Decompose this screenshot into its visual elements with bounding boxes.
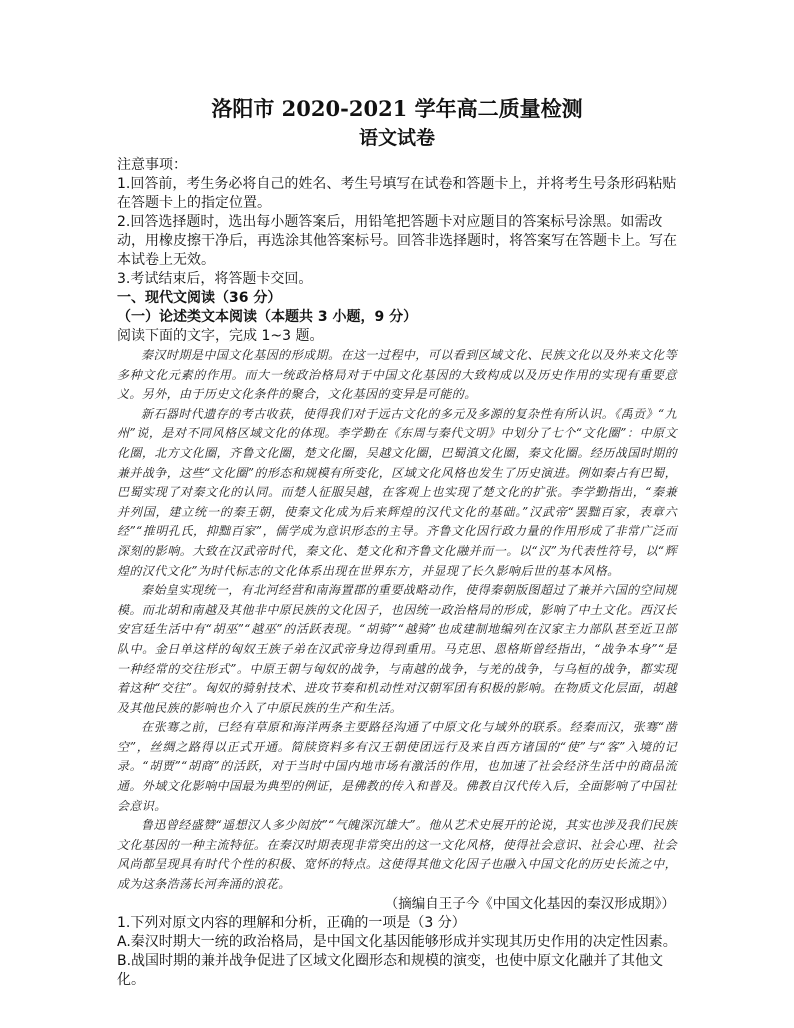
notice-block <box>117 156 677 289</box>
notice-item-2: 2.回答选择题时，选出每小题答案后，用铅笔把答题卡对应题目的答案标号涂黑。如需改动，用橡皮擦干净后，再选涂其他答案标号。回答非选择题时，将答案写在答题卡上。写在本试卷上无效。 <box>117 214 677 268</box>
passage-source: （摘编自王子今《中国文化基因的秦汉形成期》） <box>384 895 675 912</box>
exam-subtitle: 语文试卷 <box>358 127 435 149</box>
section-subheading: （一）论述类文本阅读（本题共 3 小题，9 分） <box>117 309 418 325</box>
passage-paragraph: 秦汉时期是中国文化基因的形成期。在这一过程中，可以看到区域文化、民族文化以及外来文化等多种文化元素的作用。而大一统政治格局对于中国文化基因的大致构成以及历史作用的实现有重要意义。另外，由于历史文化条件的聚合，文化基因的变异是可能的。 <box>117 348 677 402</box>
exam-title: 洛阳市 2020-2021 学年高二质量检测 <box>211 96 583 121</box>
passage-paragraph: 秦始皇实现统一，有北河经营和南海置郡的重要战略动作，使得秦朝版图超过了兼并六国的空间规模。而北胡和南越及其他非中原民族的文化因子，也因统一政治格局的形成，影响了中土文化。西汉长安宫廷生活中有“胡巫”“越巫”的活跃表现。“胡骑”“越骑”也成建制地编列在汉家主力部队甚至近卫部队中。金日单这样的匈奴王族子弟在汉武帝身边得到重用。马克思、恩格斯曾经指出，“战争本身”“是一种经常的交往形式”。中原王朝与匈奴的战争，与南越的战争，与羌的战争，与乌桓的战争，都实现着这种“交往”。匈奴的骑射技术、进攻节奏和机动性对汉朝军团有积极的影响。在物质文化层面，胡越及其他民族的影响也介入了中原民族的生产和生活。 <box>117 583 677 715</box>
question-option-b: B.战国时期的兼并战争促进了区域文化圈形态和规模的演变，也使中原文化融并了其他文化。 <box>117 952 664 988</box>
passage-paragraph: 新石器时代遗存的考古收获，使得我们对于远古文化的多元及多源的复杂性有所认识。《禹贡》“九州”说，是对不同风格区域文化的体现。李学勤在《东周与秦代文明》中划分了七个“文化圈”：中原文化圈，北方文化圈，齐鲁文化圈，楚文化圈，吴越文化圈，巴蜀滇文化圈，秦文化圈。经历战国时期的兼并战争，这些“文化圈”的形态和规模有所变化，区域文化风格也发生了历史演进。例如秦占有巴蜀，巴蜀实现了对秦文化的认同。而楚人征服吴越，在客观上也实现了楚文化的扩张。李学勤指出，“秦兼并列国，建立统一的秦王朝，使秦文化成为后来辉煌的汉代文化的基础。”汉武帝“罢黜百家，表章六经”“推明孔氏，抑黜百家”，儒学成为意识形态的主导。齐鲁文化因行政力量的作用形成了非常广泛而深刻的影响。大致在汉武帝时代，秦文化、楚文化和齐鲁文化融并而一。以“汉”为代表性符号，以“辉煌的汉代文化”为时代标志的文化体系出现在世界东方，并显现了长久影响后世的基本风格。 <box>117 406 677 578</box>
notice-item-1: 1.回答前，考生务必将自己的姓名、考生号填写在试卷和答题卡上，并将考生号条形码粘贴在答题卡上的指定位置。 <box>117 176 677 211</box>
passage-paragraph: 鲁迅曾经盛赞“遥想汉人多少闳放”“气魄深沉雄大”。他从艺术史展开的论说，其实也涉及我们民族文化基因的一种主流特征。在秦汉时期表现非常突出的这一文化风格，使得社会意识、社会心理、社会风尚都呈现具有时代个性的积极、宽怀的特点。这使得其他文化因子也融入中国文化的历史长流之中，成为这条浩荡长河奔涌的浪花。 <box>117 818 677 892</box>
section-heading: 一、现代文阅读（36 分） <box>117 290 282 306</box>
reading-instruction: 阅读下面的文字，完成 1~3 题。 <box>117 328 324 344</box>
notice-item-3: 3.考试结束后，将答题卡交回。 <box>117 271 313 287</box>
passage-paragraph: 在张骞之前，已经有草原和海洋两条主要路径沟通了中原文化与域外的联系。经秦而汉，张骞“凿空”，丝绸之路得以正式开通。简牍资料多有汉王朝使团远行及来自西方诸国的“使”与“客”入境的记录。“胡贾”“胡商”的活跃，对于当时中国内地市场有激活的作用，也加速了社会经济生活中的商品流通。外域文化影响中国最为典型的例证，是佛教的传入和普及。佛教自汉代传入后，全面影响了中国社会意识。 <box>117 720 677 813</box>
question-option-a: A.秦汉时期大一统的政治格局，是中国文化基因能够形成并实现其历史作用的决定性因素。 <box>117 933 677 950</box>
notice-heading: 注意事项： <box>117 157 187 173</box>
question-stem: 1.下列对原文内容的理解和分析，正确的一项是（3 分） <box>117 914 466 931</box>
reading-passage <box>117 346 677 914</box>
question-1 <box>117 914 677 990</box>
